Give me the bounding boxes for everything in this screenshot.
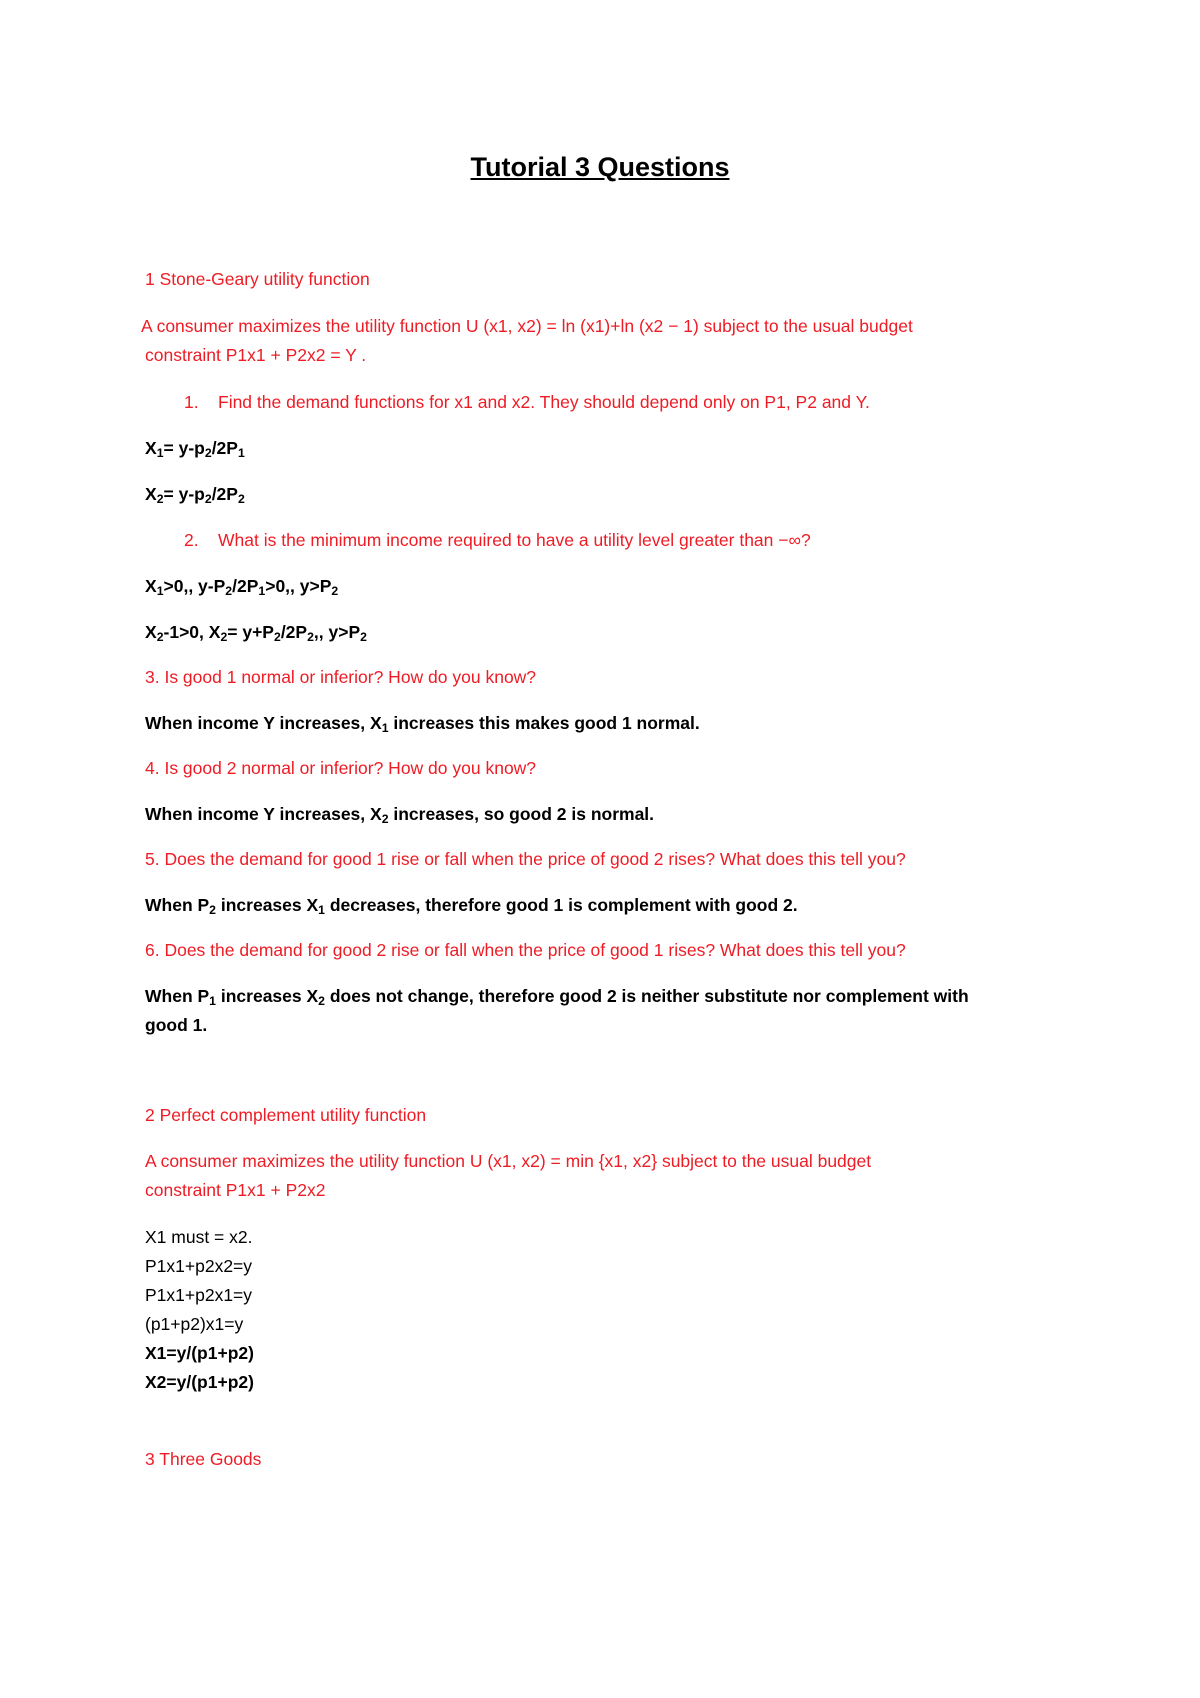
question-1-number: 1. xyxy=(184,392,199,412)
question-4: 4. Is good 2 normal or inferior? How do you know? xyxy=(145,758,537,778)
question-2-number: 2. xyxy=(184,530,199,550)
work-line: X1 must = x2. xyxy=(145,1227,253,1247)
section1-heading: 1 Stone-Geary utility function xyxy=(145,269,370,289)
work-line: (p1+p2)x1=y xyxy=(145,1314,244,1334)
answer-1-x2: $X_2= y-p_2/2P_2$ xyxy=(145,484,245,506)
section2-intro-line2: constraint P1x1 + P2x2 xyxy=(145,1180,326,1200)
work-line: P1x1+p2x2=y xyxy=(145,1256,253,1276)
answer-2-line1: $X_1>0$,, $y-P_2/2P_1>0$,, $y>P_2$ xyxy=(145,576,339,598)
question-5: 5. Does the demand for good 1 rise or fall when the price of good 2 rises? What does this tell you? xyxy=(145,849,906,869)
section2-heading: 2 Perfect complement utility function xyxy=(145,1105,427,1125)
answer-6-line2: good 1. xyxy=(145,1015,208,1035)
section3-heading: 3 Three Goods xyxy=(145,1449,262,1469)
answer-1-x1: $X_1= y-p_2/2P_1$ xyxy=(145,438,245,460)
section1-intro-line2: constraint P1x1 + P2x2 = Y . xyxy=(145,345,367,365)
section2-intro-line1: A consumer maximizes the utility function U (x1, x2) = min {x1, x2} subject to the usual budget xyxy=(145,1151,872,1171)
question-2 xyxy=(184,529,811,551)
page-title: Tutorial 3 Questions xyxy=(470,152,730,182)
answer-5: When $P_2$ increases $X_1$ decreases, therefore good 1 is complement with good 2. xyxy=(145,895,798,917)
question-3: 3. Is good 1 normal or inferior? How do you know? xyxy=(145,667,537,687)
answer-6-line1: When $P_1$ increases $X_2$ does not change, therefore good 2 is neither substitute nor complement with xyxy=(145,986,969,1008)
question-1-text: Find the demand functions for x1 and x2. They should depend only on P1, P2 and Y. xyxy=(218,392,870,412)
work-line: P1x1+p2x1=y xyxy=(145,1285,253,1305)
answer-3: When income Y increases, $X_1$ increases this makes good 1 normal. xyxy=(145,713,700,735)
answer-2-line2: $X_2-1>0$, $X_2= y+P_2/2P_2$,, $y>P_2$ xyxy=(145,622,367,644)
result-x2: X2=y/(p1+p2) xyxy=(145,1372,254,1392)
section1-intro-line1: A consumer maximizes the utility function U (x1, x2) = ln (x1)+ln (x2 − 1) subject to the usual budget xyxy=(141,316,913,336)
question-2-text: What is the minimum income required to have a utility level greater than −∞? xyxy=(218,530,811,550)
question-6: 6. Does the demand for good 2 rise or fall when the price of good 1 rises? What does this tell you? xyxy=(145,940,906,960)
answer-4: When income Y increases, $X_2$ increases, so good 2 is normal. xyxy=(145,804,655,826)
question-1 xyxy=(184,391,870,413)
result-x1: X1=y/(p1+p2) xyxy=(145,1343,254,1363)
